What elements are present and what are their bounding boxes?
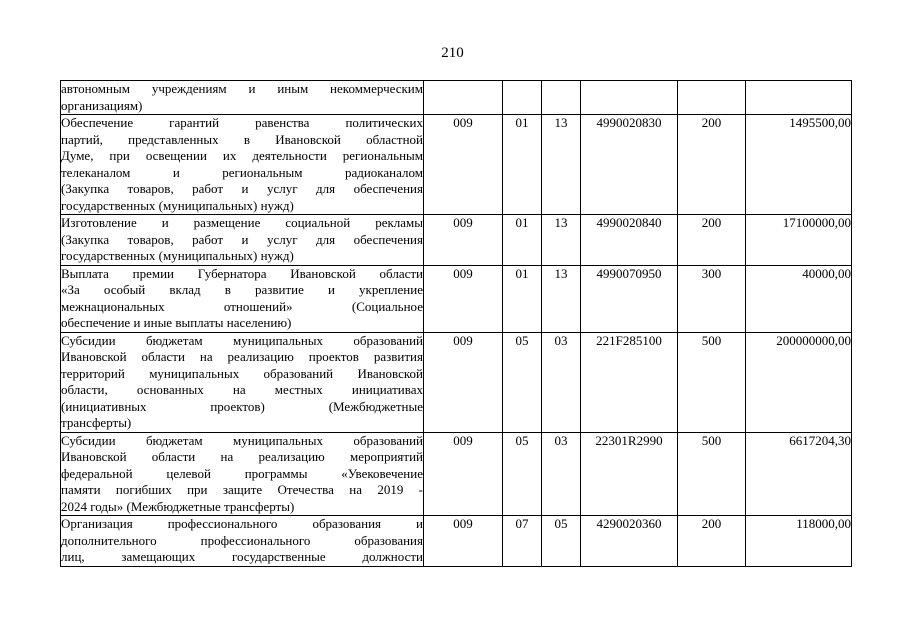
target-article-cell xyxy=(581,81,678,115)
amount-cell: 6617204,30 xyxy=(746,432,852,516)
subsection-code-cell: 13 xyxy=(542,215,581,266)
expense-type-cell xyxy=(678,81,746,115)
description-line: автономным учреждениям и иным некоммерческим xyxy=(61,81,423,96)
description-line: Субсидии бюджетам муниципальных образований xyxy=(61,432,423,448)
target-article-cell: 4990020830 xyxy=(581,115,678,215)
target-article-cell: 4290020360 xyxy=(581,516,678,567)
description-line: Организация профессионального образования и xyxy=(61,516,423,531)
description-line: Выплата премии Губернатора Ивановской области xyxy=(61,265,423,281)
description-line: Думе, при освещении их деятельности региональным xyxy=(61,148,423,163)
subsection-code-cell: 03 xyxy=(542,432,581,516)
description-cell xyxy=(61,432,424,516)
admin-code-cell: 009 xyxy=(424,215,503,266)
description-line: Субсидии бюджетам муниципальных образований xyxy=(61,332,423,348)
description-line: «За особый вклад в развитие и укрепление xyxy=(61,282,423,297)
subsection-code-cell: 05 xyxy=(542,516,581,567)
expense-type-cell: 200 xyxy=(678,516,746,567)
description-cell xyxy=(61,332,424,432)
table-row xyxy=(61,215,852,266)
subsection-code-cell: 03 xyxy=(542,332,581,432)
amount-cell: 200000000,00 xyxy=(746,332,852,432)
expense-type-cell: 300 xyxy=(678,265,746,332)
target-article-cell: 221F285100 xyxy=(581,332,678,432)
description-line: 2024 годы» (Межбюджетные трансферты) xyxy=(61,498,295,514)
description-line: лиц, замещающих государственные должности xyxy=(61,549,423,564)
amount-cell: 40000,00 xyxy=(746,265,852,332)
expense-type-cell: 500 xyxy=(678,332,746,432)
description-cell xyxy=(61,265,424,332)
table-row xyxy=(61,432,852,516)
target-article-cell: 22301R2990 xyxy=(581,432,678,516)
section-code-cell: 01 xyxy=(503,215,542,266)
section-code-cell: 05 xyxy=(503,432,542,516)
description-cell xyxy=(61,81,424,115)
description-line: Изготовление и размещение социальной рекламы xyxy=(61,215,423,230)
target-article-cell: 4990070950 xyxy=(581,265,678,332)
table-row xyxy=(61,115,852,215)
description-line: государственных (муниципальных) нужд) xyxy=(61,197,294,213)
table-row xyxy=(61,81,852,115)
admin-code-cell: 009 xyxy=(424,432,503,516)
section-code-cell: 07 xyxy=(503,516,542,567)
description-line: телеканалом и региональным радиоканалом xyxy=(61,164,423,180)
expense-type-cell: 500 xyxy=(678,432,746,516)
description-line: дополнительного профессионального образования xyxy=(61,532,423,548)
description-line: трансферты) xyxy=(61,415,132,430)
subsection-code-cell xyxy=(542,81,581,115)
admin-code-cell: 009 xyxy=(424,516,503,567)
budget-table xyxy=(60,80,852,567)
admin-code-cell: 009 xyxy=(424,332,503,432)
description-line: памяти погибших при защите Отечества на 2019 - xyxy=(61,482,423,497)
amount-cell xyxy=(746,81,852,115)
section-code-cell: 05 xyxy=(503,332,542,432)
description-line: области, основанных на местных инициативах xyxy=(61,382,423,397)
section-code-cell xyxy=(503,81,542,115)
admin-code-cell: 009 xyxy=(424,265,503,332)
expense-type-cell: 200 xyxy=(678,215,746,266)
description-line: (Закупка товаров, работ и услуг для обеспечения xyxy=(61,231,423,247)
description-line: обеспечение и иные выплаты населению) xyxy=(61,315,292,330)
table-body xyxy=(61,81,852,567)
description-line: государственных (муниципальных) нужд) xyxy=(61,248,294,263)
description-line: Ивановской области на реализацию мероприятий xyxy=(61,449,423,464)
table-row xyxy=(61,265,852,332)
table-row xyxy=(61,516,852,567)
table-row xyxy=(61,332,852,432)
page-number: 210 xyxy=(441,45,464,61)
description-cell xyxy=(61,115,424,215)
description-line: межнациональных отношений» (Социальное xyxy=(61,298,423,314)
description-line: федеральной целевой программы «Увековечение xyxy=(61,465,423,481)
section-code-cell: 01 xyxy=(503,115,542,215)
description-line: организациям) xyxy=(61,97,143,113)
amount-cell: 1495500,00 xyxy=(746,115,852,215)
section-code-cell: 01 xyxy=(503,265,542,332)
description-line: Ивановской области на реализацию проектов развития xyxy=(61,349,423,364)
subsection-code-cell: 13 xyxy=(542,265,581,332)
expense-type-cell: 200 xyxy=(678,115,746,215)
description-cell xyxy=(61,215,424,266)
amount-cell: 17100000,00 xyxy=(746,215,852,266)
description-line: территорий муниципальных образований Ивановской xyxy=(61,365,423,381)
admin-code-cell xyxy=(424,81,503,115)
description-line: партий, представленных в Ивановской областной xyxy=(61,131,423,147)
description-line: (инициативных проектов) (Межбюджетные xyxy=(61,398,423,414)
admin-code-cell: 009 xyxy=(424,115,503,215)
subsection-code-cell: 13 xyxy=(542,115,581,215)
description-line: (Закупка товаров, работ и услуг для обеспечения xyxy=(61,181,423,196)
description-cell xyxy=(61,516,424,567)
amount-cell: 118000,00 xyxy=(746,516,852,567)
target-article-cell: 4990020840 xyxy=(581,215,678,266)
description-line: Обеспечение гарантий равенства политических xyxy=(61,115,423,130)
